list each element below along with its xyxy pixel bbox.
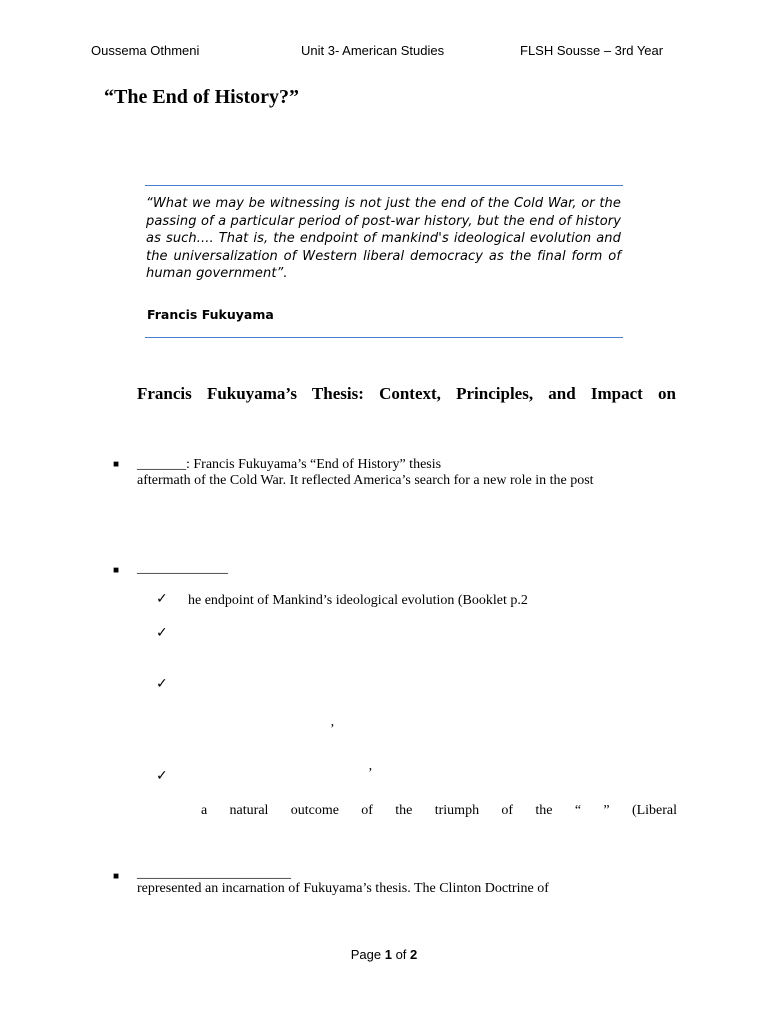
square-bullet-icon: ■ [113,871,120,882]
word: a [201,803,208,818]
header-author: Oussema Othmeni [91,43,200,58]
bullet-1-blank: _______ [137,457,186,472]
page-total: 2 [410,947,418,962]
section-title: Francis Fukuyama’s Thesis: Context, Principles, and Impact on [137,384,676,403]
checkmark-icon: ✓ [156,625,168,641]
word: of [361,803,373,818]
word: natural [229,803,269,818]
word: triumph [434,803,480,818]
page-number: 1 [384,947,392,962]
bullet-3-blank: ______________________ [137,866,291,881]
word: the [535,803,553,818]
word: outcome [290,803,339,818]
word: the [395,803,413,818]
page-footer [0,947,768,962]
bullet-1-line-2: aftermath of the Cold War. It reflected America’s search for a new role in the post [137,473,594,488]
header-unit: Unit 3- American Studies [301,43,445,58]
epigraph-bottom-rule [145,337,623,338]
word: of [501,803,514,818]
check-item-1: he endpoint of Mankind’s ideological evolution (Booklet p.2 [188,593,528,608]
close-quote: ” [603,803,610,818]
of-word: of [395,947,407,962]
open-quote: “ [574,803,582,818]
square-bullet-icon: ■ [113,459,120,470]
bullet-2-blank: _____________ [137,561,228,576]
checkmark-icon: ✓ [156,676,168,692]
epigraph-quote: “What we may be witnessing is not just the end of the Cold War, or the passing of a particular period of post-war history, but the end of history as such.... That is, the endpoint of mankind's ideological evolution and the universalization of Western liberal democracy as the final form of human government”. [146,196,621,282]
page-title: “The End of History?” [104,86,300,108]
word: (Liberal [631,803,678,818]
epigraph-top-rule [145,185,623,186]
stray-apostrophe-2: ’ [368,766,373,781]
checkmark-icon: ✓ [156,591,168,607]
bullet-3-line-2: represented an incarnation of Fukuyama’s thesis. The Clinton Doctrine of [137,881,549,896]
header-institution: FLSH Sousse – 3rd Year [520,43,664,58]
page-word: Page [350,947,382,962]
square-bullet-icon: ■ [113,565,120,576]
epigraph-author: Francis Fukuyama [147,307,274,322]
bullet-1-line-1 [137,457,441,473]
justified-line [201,803,677,819]
checkmark-icon: ✓ [156,768,168,784]
stray-apostrophe-1: ’ [330,722,335,737]
bullet-1-text: : Francis Fukuyama’s “End of History” thesis [186,457,442,472]
